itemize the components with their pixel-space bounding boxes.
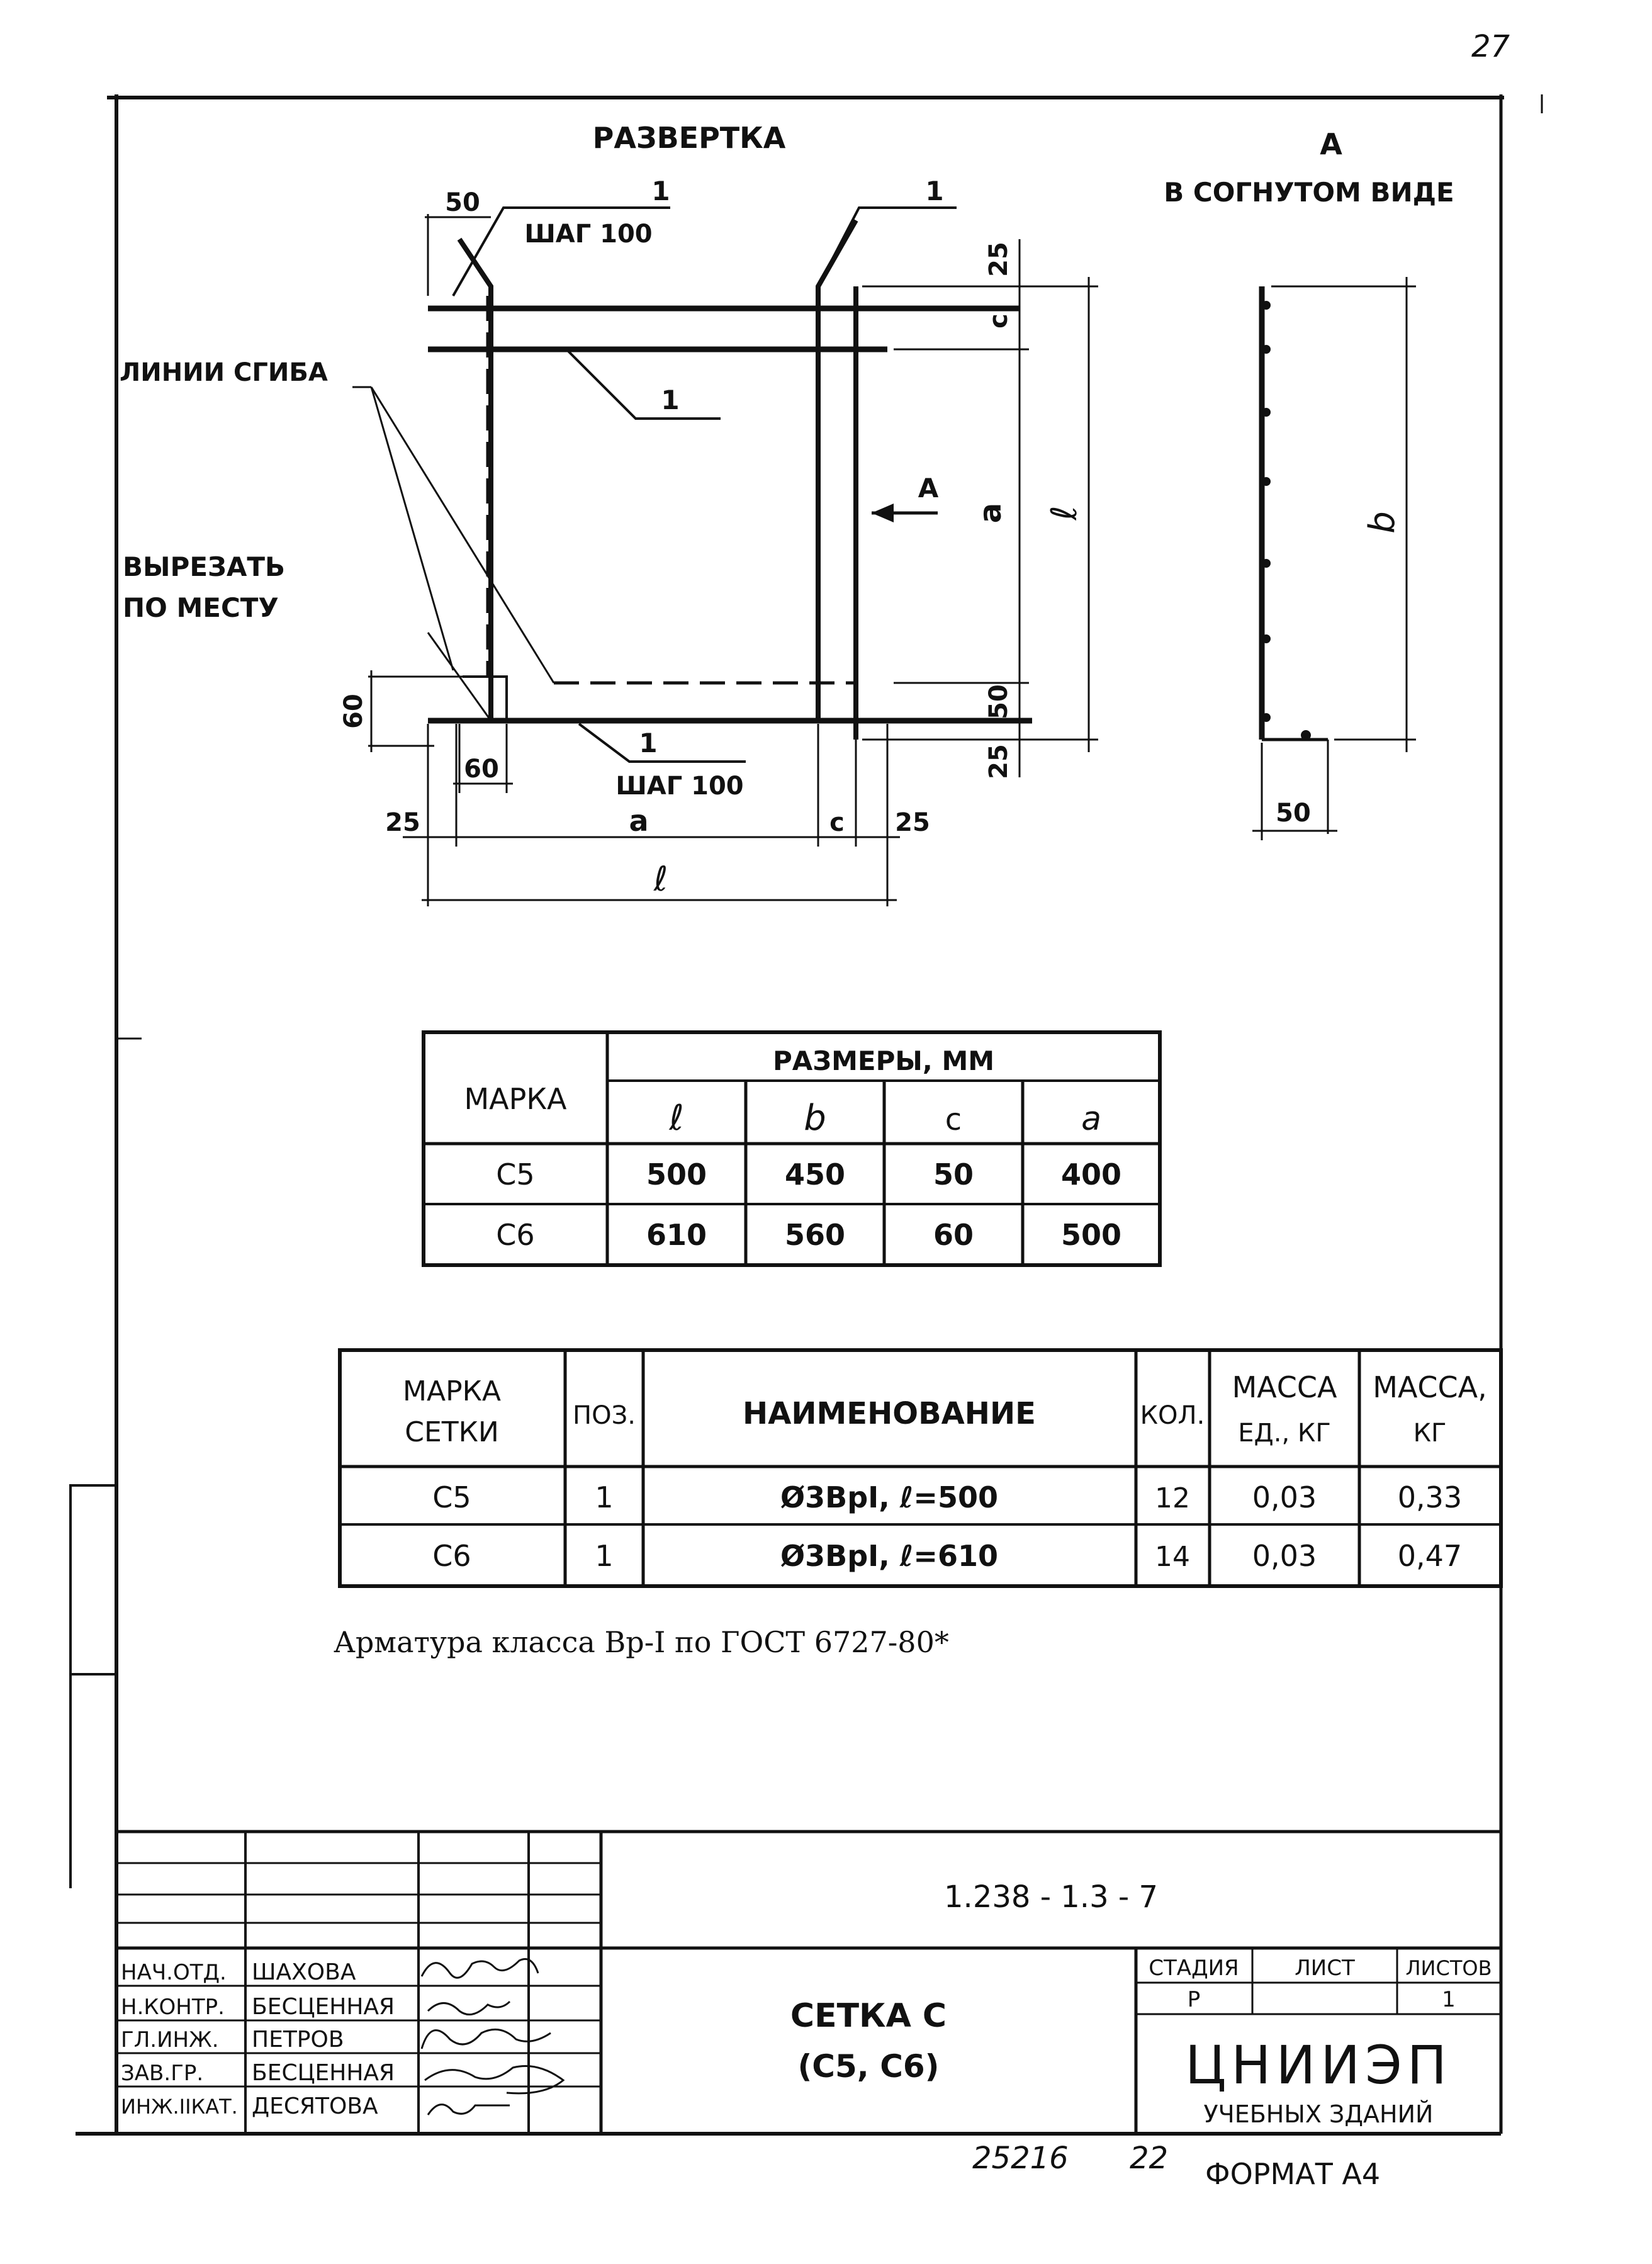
sizes-row1-c: 50 (933, 1157, 974, 1191)
stage-label: СТАДИЯ (1149, 1956, 1239, 1981)
spec-row2-pos: 1 (595, 1539, 614, 1573)
sizes-row2-b: 560 (784, 1218, 846, 1252)
sizes-col-l: ℓ (669, 1098, 684, 1139)
spec-row1-qty: 12 (1155, 1482, 1190, 1514)
dim-bottom-c: c (829, 808, 845, 837)
dim-60-horizontal: 60 (464, 755, 499, 784)
spec-head-unit-mass-l2: ЕД., КГ (1238, 1419, 1331, 1448)
stage-value: Р (1187, 1987, 1201, 2012)
spec-row1-unit-mass: 0,03 (1252, 1480, 1317, 1514)
spec-row2-name: Ø3ВрI, ℓ=610 (780, 1539, 998, 1573)
sheets-label: ЛИСТОВ (1405, 1956, 1492, 1980)
spec-row1-mark: С5 (432, 1480, 471, 1514)
cut-note-line2: ПО МЕСТУ (123, 592, 279, 623)
sizes-row1-l: 500 (646, 1157, 707, 1191)
spec-row2-mass: 0,47 (1397, 1539, 1463, 1573)
spec-head-unit-mass-l1: МАССА (1232, 1370, 1337, 1404)
dim-bottom-l: ℓ (653, 859, 668, 899)
dim-right-50: 50 (984, 684, 1013, 719)
sizes-row1-a: 400 (1060, 1157, 1122, 1191)
footer-num: 22 (1130, 2141, 1169, 2176)
name-4: БЕСЦЕННАЯ (252, 2060, 395, 2086)
dim-bottom-25-left: 25 (385, 808, 420, 837)
drawing-title: РАЗВЕРТКА (592, 121, 786, 155)
reinforcement-note: Арматура класса Вр-I по ГОСТ 6727-80* (334, 1625, 949, 1659)
spec-row1-name: Ø3ВрI, ℓ=500 (780, 1480, 998, 1514)
bent-dim-50: 50 (1276, 799, 1311, 828)
sizes-row2-mark: С6 (496, 1218, 535, 1252)
view-letter: А (1320, 127, 1342, 161)
arrow-label: А (918, 473, 939, 504)
sizes-col-c: c (945, 1102, 962, 1137)
spec-head-name: НАИМЕНОВАНИЕ (743, 1396, 1036, 1431)
footer-format: ФОРМАТ А4 (1205, 2157, 1381, 2191)
spec-head-qty: КОЛ. (1140, 1401, 1205, 1430)
dim-bottom-a: a (629, 804, 649, 838)
dim-right-25-bottom: 25 (984, 744, 1013, 779)
title-block-text (121, 1879, 1492, 2128)
org-subtitle: УЧЕБНЫХ ЗДАНИЙ (1203, 2100, 1434, 2128)
fold-lines-label: ЛИНИИ СГИБА (120, 358, 328, 387)
footer-inventory: 25216 (972, 2141, 1069, 2176)
sizes-head-group: РАЗМЕРЫ, ММ (772, 1045, 995, 1076)
role-3: ГЛ.ИНЖ. (121, 2027, 219, 2053)
side-stamp (69, 1485, 116, 1888)
spec-row1-mass: 0,33 (1397, 1480, 1463, 1514)
role-5: ИНЖ.IIКАТ. (121, 2095, 238, 2119)
spec-row2-unit-mass: 0,03 (1252, 1539, 1317, 1573)
flat-pattern-labels (120, 176, 1085, 899)
name-1: ШАХОВА (252, 1959, 356, 1985)
dim-right-c: c (984, 313, 1013, 329)
role-4: ЗАВ.ГР. (121, 2061, 204, 2086)
dim-bottom-25-right: 25 (895, 808, 930, 837)
role-1: НАЧ.ОТД. (121, 1960, 227, 1985)
corner-page-number: 27 (1471, 29, 1510, 64)
sizes-head-mark: МАРКА (464, 1082, 567, 1116)
dim-right-25-top: 25 (984, 242, 1013, 277)
sizes-row2-l: 610 (646, 1218, 707, 1252)
spec-head-mark-l1: МАРКА (403, 1375, 501, 1407)
sheets-value: 1 (1442, 1987, 1456, 2012)
part-name-line1: СЕТКА С (790, 1997, 947, 2035)
spec-head-mark-l2: СЕТКИ (405, 1416, 499, 1448)
callout-right-pos: 1 (925, 176, 944, 206)
sizes-row1-mark: С5 (496, 1157, 535, 1191)
signatures (422, 1959, 563, 2115)
spec-row1-pos: 1 (595, 1480, 614, 1514)
spec-head-mass-l1: МАССА, (1373, 1370, 1487, 1404)
sizes-col-a: a (1081, 1100, 1101, 1138)
org-name: ЦНИИЭП (1185, 2034, 1452, 2096)
callout-mid-pos: 1 (661, 385, 680, 415)
doc-code: 1.238 - 1.3 - 7 (944, 1879, 1158, 1915)
sizes-row2-a: 500 (1060, 1218, 1122, 1252)
dim-60-vertical: 60 (339, 694, 368, 729)
spec-head-mass-l2: КГ (1413, 1419, 1447, 1448)
part-name-line2: (С5, С6) (797, 2048, 940, 2085)
callout-top-step: ШАГ 100 (524, 220, 653, 249)
name-2: БЕСЦЕННАЯ (252, 1994, 395, 2020)
name-3: ПЕТРОВ (252, 2027, 344, 2053)
bent-view-dots (1262, 301, 1311, 740)
name-5: ДЕСЯТОВА (252, 2093, 378, 2119)
bent-view (1252, 277, 1416, 840)
spec-row2-qty: 14 (1155, 1541, 1190, 1573)
callout-bottom-pos: 1 (639, 728, 658, 758)
flat-pattern (352, 208, 1098, 906)
callout-top-pos: 1 (651, 176, 670, 206)
sheet-label: ЛИСТ (1295, 1956, 1355, 1981)
sizes-col-b: b (804, 1098, 826, 1139)
cut-note-line1: ВЫРЕЗАТЬ (123, 551, 286, 582)
dim-right-a: a (973, 502, 1008, 524)
view-caption: В СОГНУТОМ ВИДЕ (1164, 177, 1454, 208)
sizes-row2-c: 60 (933, 1218, 974, 1252)
role-2: Н.КОНТР. (121, 1995, 225, 2020)
sizes-row1-b: 450 (784, 1157, 846, 1191)
dim-top-50: 50 (445, 188, 480, 217)
dim-right-l: ℓ (1044, 505, 1085, 521)
bent-dim-b: b (1362, 511, 1403, 534)
callout-bottom-step: ШАГ 100 (615, 772, 744, 801)
spec-head-pos: ПОЗ. (573, 1401, 636, 1430)
spec-row2-mark: С6 (432, 1539, 471, 1573)
